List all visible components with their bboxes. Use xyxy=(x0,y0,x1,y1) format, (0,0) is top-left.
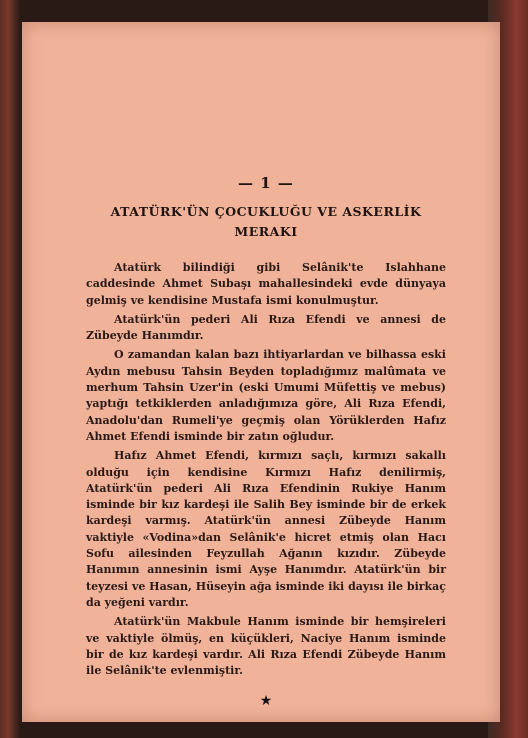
paragraph-1: Atatürk bilindiği gibi Selânik'te Islahhane caddesinde Ahmet Subaşı mahallesindeki evde dünyaya gelmiş ve kendisine Mustafa ismi konulmuştur. xyxy=(86,261,446,307)
page-content xyxy=(86,152,446,709)
chapter-number: — 1 — xyxy=(238,174,294,192)
chapter-title-line-1: ATATÜRK'ÜN ÇOCUKLUĞU VE ASKERLİK xyxy=(110,204,422,219)
chapter-title-line-2: MERAKI xyxy=(234,224,298,239)
paragraph-4: Hafız Ahmet Efendi, kırmızı saçlı, kırmızı sakallı olduğu için kendisine Kırmızı Hafız denilirmiş, Atatürk'ün pederi Ali Rıza Efendinin Rukiye Hanım isminde bir kız kardeşi ile Salih Bey isminde bir de erkek kardeşi varmış. Atatürk'ün annesi Zübeyde Hanım vaktiyle «Vodina»dan Selânik'e hicret etmiş olan Hacı Sofu ailesinden Feyzullah Ağanın kızıdır. Zübeyde Hanımın annesinin ismi Ayşe Hanımdır. Atatürk'ün bir teyzesi ve Hasan, Hüseyin ağa isminde iki dayısı ile birkaç da yeğeni vardır. xyxy=(86,449,446,609)
paragraph-3: O zamandan kalan bazı ihtiyarlardan ve bilhassa eski Aydın mebusu Tahsin Beyden topladığımız malûmata ve merhum Tahsin Uzer'in (eski Umumi Müfettiş ve mebus) yaptığı tetkiklerden anladığımıza göre, Ali Rıza Efendi, Anadolu'dan Rumeli'ye geçmiş olan Yörüklerden Hafız Ahmet Efendi isminde bir zatın oğludur. xyxy=(86,348,446,443)
end-star-icon: ★ xyxy=(259,693,273,710)
chapter-title xyxy=(86,202,446,242)
paragraph-5: Atatürk'ün Makbule Hanım isminde bir hemşireleri ve vaktiyle ölmüş, en küçükleri, Naciye Hanım isminde bir de kız kardeşi vardır. Ali Rıza Efendi Zübeyde Hanım ile Selânik'te evlenmiştir. xyxy=(86,615,446,678)
paragraph-2: Atatürk'ün pederi Ali Rıza Efendi ve annesi de Zübeyde Hanımdır. xyxy=(86,312,446,343)
book-page xyxy=(22,22,500,722)
